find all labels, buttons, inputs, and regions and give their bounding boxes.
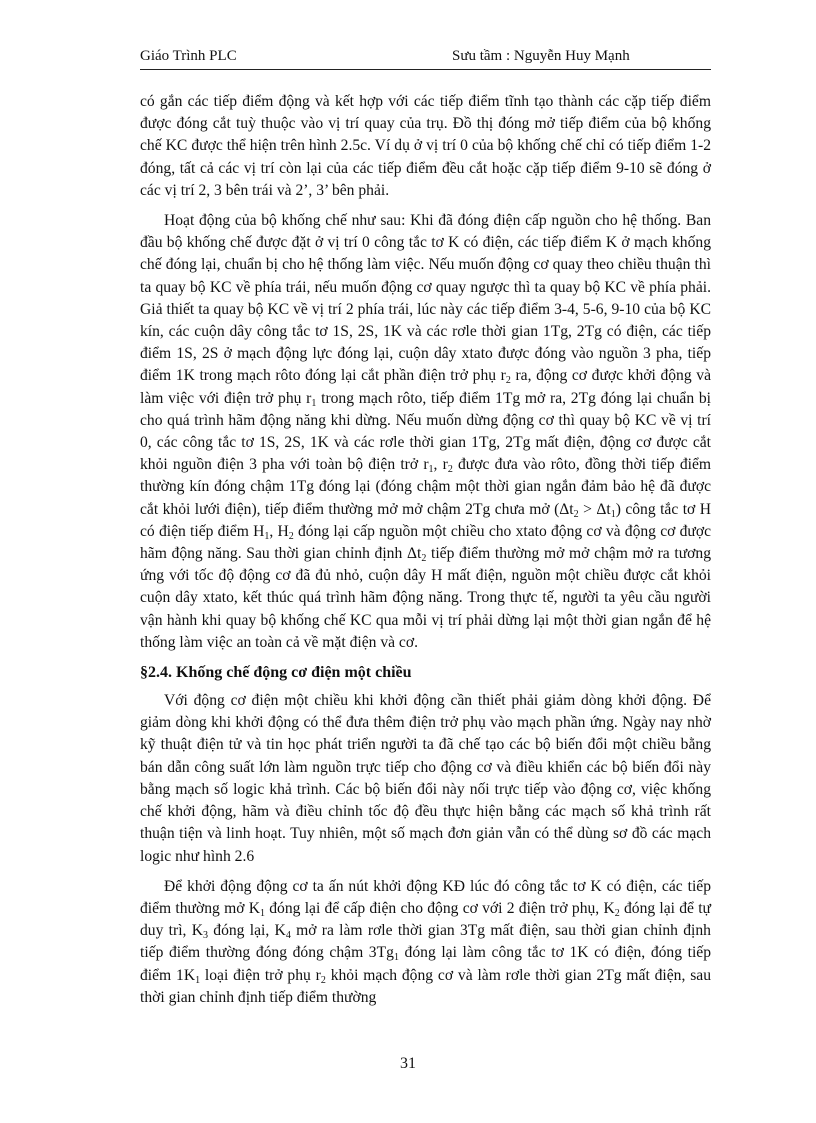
paragraph-2: Hoạt động của bộ khống chế như sau: Khi đã đóng điện cấp nguồn cho hệ thống. Ban đầu bộ khống chế được đặt ở vị trí 0 công tắc tơ K có điện, các tiếp điểm K ở mạch khống chế đóng lại, chuẩn bị cho hệ thống làm việc. Nếu muốn động cơ quay theo chiều thuận thì ta quay bộ KC về phía trái, nếu muốn động cơ quay ngược thì ta quay bộ KC về phía phải. Giả thiết ta quay bộ KC về vị trí 2 phía trái, lúc này các tiếp điểm 3-4, 5-6, 9-10 của bộ KC kín, các cuộn dây công tắc tơ 1S, 2S, 1K và các rơle thời gian 1Tg, 2Tg có điện, các tiếp điểm 1S, 2S ở mạch động lực đóng lại, cuộn dây xtato được đóng vào nguồn 3 pha, tiếp điểm 1K trong mạch rôto đóng lại cắt phần điện trở phụ $r_2$ ra, động cơ được khởi động và làm việc với điện trở phụ $r_1$ trong mạch rôto, tiếp điểm 1Tg mở ra, 2Tg đóng lại chuẩn bị cho quá trình hãm động năng khi dừng. Nếu muốn dừng động cơ thì quay bộ KC về vị trí 0, các công tắc tơ 1S, 2S, 1K và các rơle thời gian 1Tg, 2Tg mất điện, động cơ được cắt khỏi nguồn điện 3 pha với toàn bộ điện trở $r_1$, $r_2$ được đưa vào rôto, đồng thời tiếp điểm thường kín đóng chậm 1Tg đóng lại (đóng chậm một thời gian ngắn đảm bảo hệ đã được cắt khỏi lưới điện), tiếp điểm thường mở mở chậm 2Tg chưa mở $(\Delta t_2 > \Delta t_1)$ công tắc tơ H có điện tiếp điểm $H_1$, $H_2$ đóng lại cấp nguồn một chiều cho xtato động cơ và động cơ được hãm động năng. Sau thời gian chỉnh định $\Delta t_2$ tiếp điểm thường mở mở chậm mở ra tương ứng với tốc độ động cơ đã đủ nhỏ, cuộn dây H mất điện, nguồn một chiều được cắt khỏi cuộn dây xtato, kết thúc quá trình hãm động năng. Trong thực tế, người ta yêu cầu người vận hành khi quay bộ khống chế KC qua mỗi vị trí phải dừng lại một thời gian ngắn để hệ thống làm việc an toàn cả về mặt điện và cơ. bbox=[140, 212, 712, 651]
page-number: 31 bbox=[400, 1055, 416, 1072]
section-heading: §2.4. Khống chế động cơ điện một chiều bbox=[140, 664, 412, 682]
paragraph-4: Để khởi động động cơ ta ấn nút khởi động KĐ lúc đó công tắc tơ K có điện, các tiếp điểm thường mở $K_1$ đóng lại để cấp điện cho động cơ với 2 điện trở phụ, $K_2$ đóng lại để tự duy trì, $K_3$ đóng lại, $K_4$ mở ra làm rơle thời gian 3Tg mất điện, sau thời gian chỉnh định tiếp điểm thường đóng đóng chậm $3Tg_1$ đóng lại làm công tắc tơ 1K có điện, đóng tiếp điểm $1K_1$ loại điện trở phụ $r_2$ khỏi mạch động cơ và làm rơle thời gian 2Tg mất điện, sau thời gian chỉnh định tiếp điểm thường bbox=[140, 877, 712, 1006]
page-header bbox=[140, 48, 711, 70]
paragraph-3: Với động cơ điện một chiều khi khởi động cần thiết phải giảm dòng khởi động. Để giảm dòng khi khởi động có thể đưa thêm điện trở phụ vào mạch phần ứng. Ngày nay nhờ kỹ thuật điện tử và tin học phát triển người ta đã chế tạo các bộ biến đổi một chiều bằng bán dẫn công suất lớn làm nguồn trực tiếp cho động cơ và điều khiển các bộ biến đổi này bằng mạch số logic khả trình. Các bộ biến đổi này nối trực tiếp vào động cơ, việc khống chế khởi động, hãm và điều chỉnh tốc độ đều thực hiện bằng các mạch số khả trình rất thuận tiện và linh hoạt. Tuy nhiên, một số mạch đơn giản vẫn có thể dùng sơ đồ các mạch logic như hình 2.6 bbox=[140, 692, 711, 865]
document-body bbox=[140, 91, 711, 1017]
header-rule bbox=[140, 69, 711, 70]
paragraph-1: có gắn các tiếp điểm động và kết hợp với các tiếp điểm tĩnh tạo thành các cặp tiếp điểm được đóng cắt tuỳ thuộc vào vị trí quay của trụ. Đồ thị đóng mở tiếp điểm của bộ khống chế KC được thể hiện trên hình 2.5c. Ví dụ ở vị trí 0 của bộ khống chế chỉ có tiếp điểm 1-2 đóng, tất cả các vị trí còn lại của các tiếp điểm đều cắt hoặc cặp tiếp điểm 9-10 sẽ đóng ở các vị trí 2, 3 bên trái và 2’, 3’ bên phải. bbox=[140, 93, 711, 199]
header-author: Sưu tầm : Nguyễn Huy Mạnh bbox=[452, 48, 630, 64]
header-title: Giáo Trình PLC bbox=[140, 48, 237, 64]
